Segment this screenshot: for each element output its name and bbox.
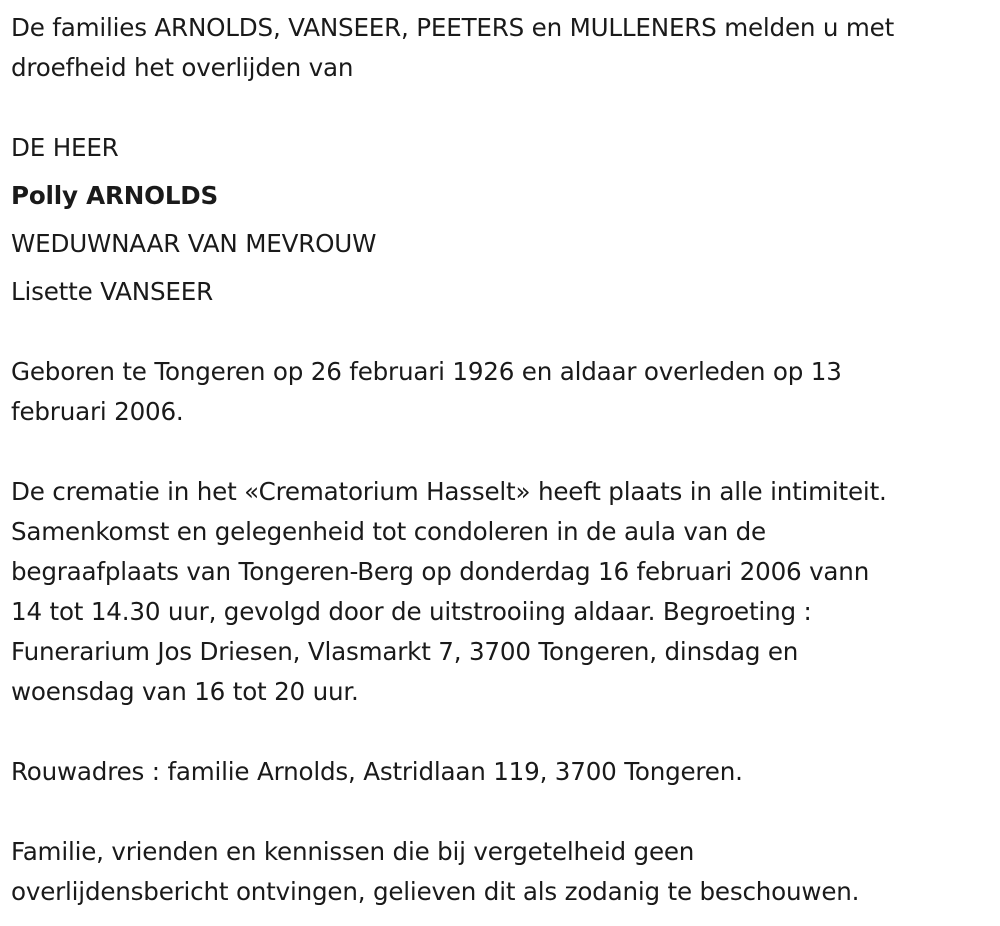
ceremony-paragraph [11, 472, 990, 712]
deceased-block [11, 128, 990, 312]
ceremony-line: 14 tot 14.30 uur, gevolgd door de uitstrooiing aldaar. Begroeting : [11, 597, 812, 626]
ceremony-line: Funerarium Jos Driesen, Vlasmarkt 7, 3700 Tongeren, dinsdag en [11, 637, 799, 666]
mourning-address: Rouwadres : familie Arnolds, Astridlaan 119, 3700 Tongeren. [11, 757, 743, 786]
spouse-name: Lisette VANSEER [11, 277, 213, 306]
birth-death-paragraph [11, 352, 990, 432]
ceremony-line: De crematie in het «Crematorium Hasselt» heeft plaats in alle intimiteit. [11, 477, 887, 506]
ceremony-line: Samenkomst en gelegenheid tot condoleren in de aula van de [11, 517, 766, 546]
closing-line-1: Familie, vrienden en kennissen die bij vergetelheid geen [11, 837, 695, 866]
deceased-name: Polly ARNOLDS [11, 181, 219, 210]
intro-line-2: droefheid het overlijden van [11, 53, 354, 82]
deceased-relation: WEDUWNAAR VAN MEVROUW [11, 229, 377, 258]
deceased-title: DE HEER [11, 133, 119, 162]
birth-death-line-1: Geboren te Tongeren op 26 februari 1926 en aldaar overleden op 13 [11, 357, 842, 386]
closing-paragraph [11, 832, 990, 912]
intro-line-1: De families ARNOLDS, VANSEER, PEETERS en MULLENERS melden u met [11, 13, 895, 42]
ceremony-line: woensdag van 16 tot 20 uur. [11, 677, 359, 706]
ceremony-line: begraafplaats van Tongeren-Berg op donderdag 16 februari 2006 vann [11, 557, 870, 586]
closing-line-2: overlijdensbericht ontvingen, gelieven dit als zodanig te beschouwen. [11, 877, 860, 906]
birth-death-line-2: februari 2006. [11, 397, 184, 426]
address-paragraph [11, 752, 990, 792]
intro-paragraph [11, 8, 990, 88]
